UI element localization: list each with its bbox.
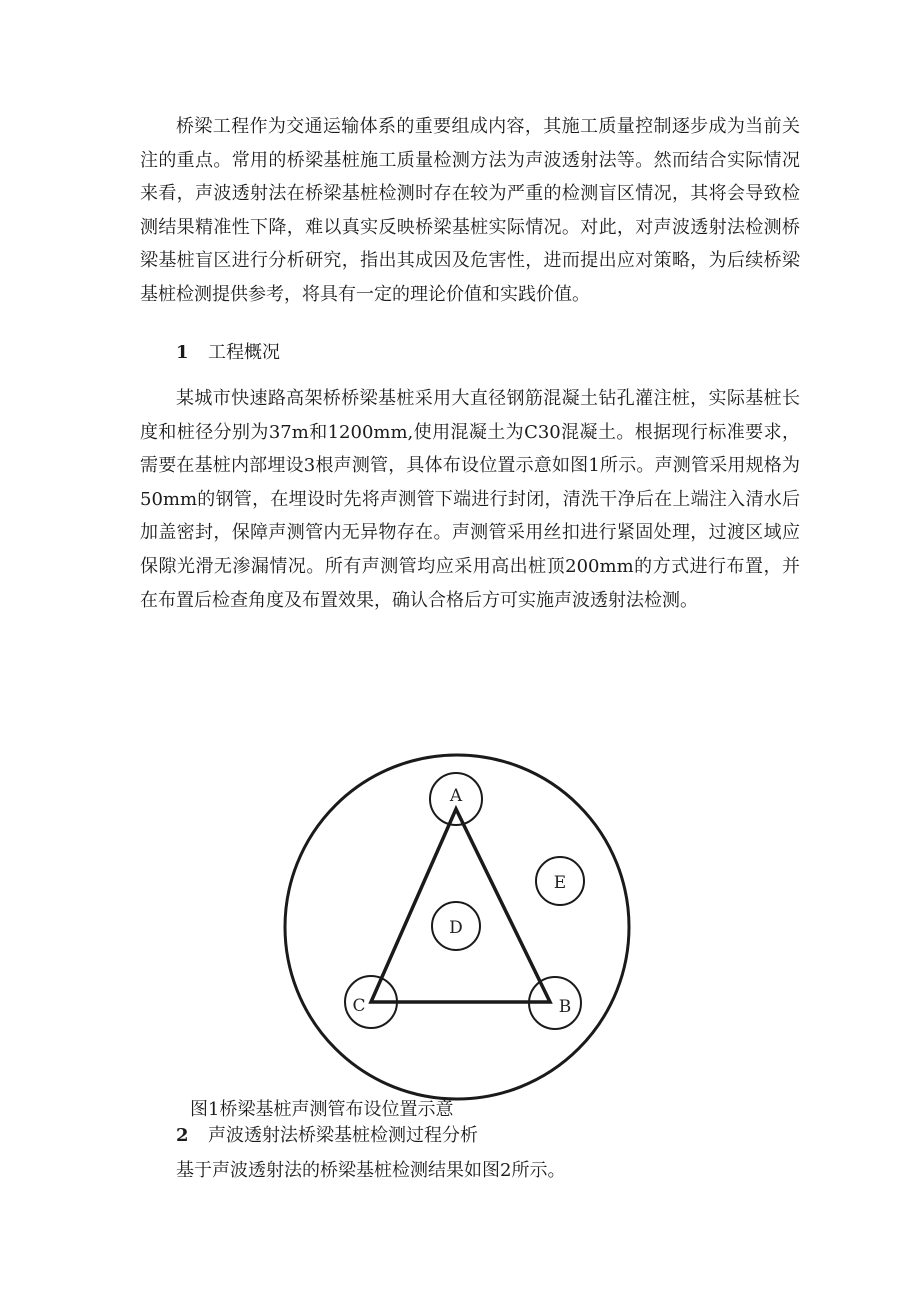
section-2-heading <box>176 1121 478 1147</box>
label-c: C <box>352 996 366 1016</box>
pile-cross-section-svg <box>282 752 632 1102</box>
section-1-title: 工程概况 <box>208 342 280 363</box>
label-d: D <box>449 918 463 938</box>
label-b: B <box>558 997 572 1017</box>
section-1-number: 1 <box>176 342 189 363</box>
section-2-title: 声波透射法桥梁基桩检测过程分析 <box>208 1125 478 1146</box>
section-2-paragraph: 基于声波透射法的桥梁基桩检测结果如图2所示。 <box>176 1160 566 1181</box>
figure-1-pile-layout-diagram <box>282 752 632 1102</box>
figure-1-caption: 图1桥梁基桩声测管布设位置示意 <box>190 1099 454 1120</box>
pipe-triangle <box>371 809 550 1002</box>
section-1-paragraph: 某城市快速路高架桥桥梁基桩采用大直径钢筋混凝土钻孔灌注桩，实际基桩长度和桩径分别为37m和1200mm,使用混凝土为C30混凝土。根据现行标准要求，需要在基桩内部埋设3根声测管，具体布设位置示意如图1所示。声测管采用规格为50mm的钢管，在埋设时先将声测管下端进行封闭，清洗干净后在上端注入清水后加盖密封，保障声测管内无异物存在。声测管采用丝扣进行紧固处理，过渡区域应保隙光滑无渗漏情况。所有声测管均应采用高出桩顶200mm的方式进行布置，并在布置后检查角度及布置效果，确认合格后方可实施声波透射法检测。 <box>140 388 800 611</box>
label-e: E <box>553 873 567 893</box>
intro-paragraph: 桥梁工程作为交通运输体系的重要组成内容，其施工质量控制逐步成为当前关注的重点。常用的桥梁基桩施工质量检测方法为声波透射法等。然而结合实际情况来看，声波透射法在桥梁基桩检测时存在较为严重的检测盲区情况，其将会导致检测结果精准性下降，难以真实反映桥梁基桩实际情况。对此，对声波透射法检测桥梁基桩盲区进行分析研究，指出其成因及危害性，进而提出应对策略，为后续桥梁基桩检测提供参考，将具有一定的理论价值和实践价值。 <box>140 116 800 305</box>
section-2-number: 2 <box>176 1125 189 1146</box>
section-1-heading <box>176 338 280 364</box>
label-a: A <box>449 786 463 806</box>
